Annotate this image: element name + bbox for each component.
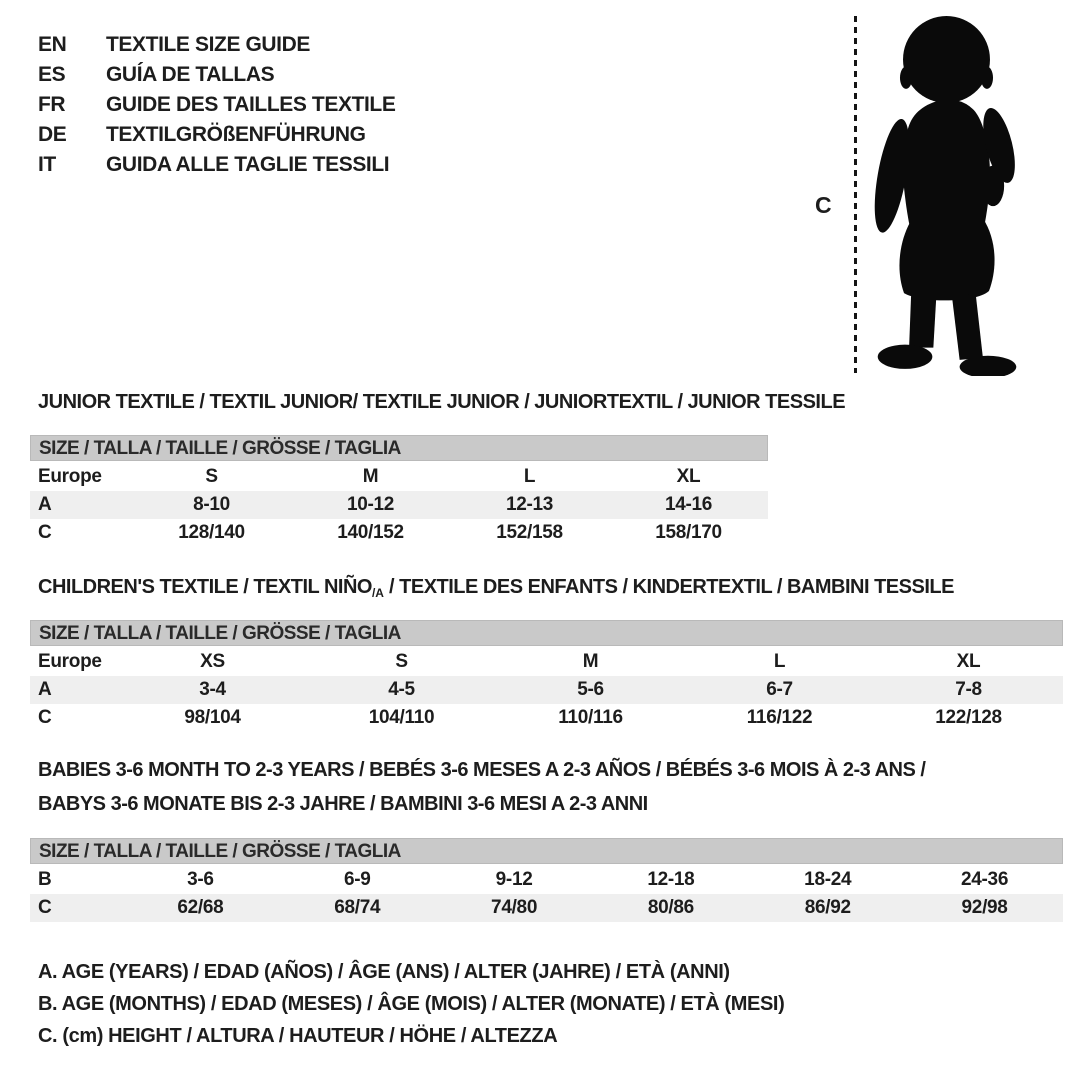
junior-size-table <box>30 435 768 547</box>
value-cell: 14-16 <box>664 494 713 515</box>
value-cell: XS <box>200 651 225 672</box>
section-title-line1: BABIES 3-6 MONTH TO 2-3 YEARS / BEBÉS 3-6 MESES A 2-3 AÑOS / BÉBÉS 3-6 MOIS À 2-3 ANS / <box>38 759 926 781</box>
language-row <box>38 120 395 150</box>
section-title-babies <box>38 753 925 821</box>
value-cell: 86/92 <box>804 897 851 918</box>
section-title-children <box>38 575 954 601</box>
table-body <box>30 866 1063 922</box>
section-title-subscript: /A <box>371 586 384 600</box>
baby-silhouette-icon <box>868 14 1026 376</box>
section-title-part1: CHILDREN'S TEXTILE / TEXTIL NIÑO <box>38 576 372 598</box>
value-cell: 9-12 <box>495 869 533 890</box>
row-label-cell: C <box>38 707 52 728</box>
table-row <box>30 648 1063 676</box>
table-body <box>30 648 1063 732</box>
value-cell: 116/122 <box>746 707 813 728</box>
value-cell: M <box>582 651 599 672</box>
value-cell: XL <box>676 466 701 487</box>
babies-size-table <box>30 838 1063 922</box>
legend <box>38 956 784 1052</box>
table-row <box>30 704 1063 732</box>
table-header-bar: SIZE / TALLA / TAILLE / GRÖSSE / TAGLIA <box>30 620 1063 646</box>
language-code: FR <box>38 93 66 116</box>
value-cell: 62/68 <box>177 897 224 918</box>
row-label-cell: B <box>38 869 52 890</box>
value-cell: XL <box>956 651 981 672</box>
language-row <box>38 90 395 120</box>
row-label-cell: Europe <box>38 466 102 487</box>
value-cell: 128/140 <box>178 522 245 543</box>
value-cell: 104/110 <box>368 707 435 728</box>
language-row <box>38 30 395 60</box>
value-cell: S <box>205 466 218 487</box>
value-cell: 92/98 <box>961 897 1008 918</box>
row-label-cell: C <box>38 522 52 543</box>
legend-line-c: C. (cm) HEIGHT / ALTURA / HAUTEUR / HÖHE / ALTEZZA <box>38 1025 558 1047</box>
language-label: GUIDA ALLE TAGLIE TESSILI <box>106 153 390 176</box>
value-cell: 7-8 <box>955 679 982 700</box>
value-cell: 152/158 <box>496 522 563 543</box>
section-title-part2: / TEXTILE DES ENFANTS / KINDERTEXTIL / BAMBINI TESSILE <box>383 576 954 598</box>
value-cell: L <box>773 651 786 672</box>
value-cell: M <box>362 466 379 487</box>
value-cell: 140/152 <box>337 522 404 543</box>
value-cell: 6-7 <box>766 679 793 700</box>
value-cell: 10-12 <box>346 494 395 515</box>
row-label-cell: Europe <box>38 651 102 672</box>
value-cell: 98/104 <box>184 707 241 728</box>
value-cell: L <box>523 466 536 487</box>
value-cell: 24-36 <box>961 869 1009 890</box>
children-size-table <box>30 620 1063 732</box>
value-cell: 5-6 <box>577 679 604 700</box>
row-label-cell: A <box>38 679 52 700</box>
language-row <box>38 60 395 90</box>
value-cell: 18-24 <box>804 869 852 890</box>
value-cell: 8-10 <box>193 494 230 515</box>
value-cell: 6-9 <box>343 869 371 890</box>
language-label: GUIDE DES TAILLES TEXTILE <box>106 93 396 116</box>
language-code: ES <box>38 63 66 86</box>
table-row <box>30 519 768 547</box>
value-cell: S <box>395 651 408 672</box>
language-code: IT <box>38 153 56 176</box>
table-row <box>30 463 768 491</box>
language-label: TEXTILE SIZE GUIDE <box>106 33 310 56</box>
legend-line-b: B. AGE (MONTHS) / EDAD (MESES) / ÂGE (MOIS) / ALTER (MONATE) / ETÀ (MESI) <box>38 993 785 1015</box>
language-row <box>38 150 395 180</box>
table-row <box>30 676 1063 704</box>
table-header-bar: SIZE / TALLA / TAILLE / GRÖSSE / TAGLIA <box>30 838 1063 864</box>
value-cell: 12-18 <box>647 869 695 890</box>
value-cell: 74/80 <box>491 897 538 918</box>
language-label: GUÍA DE TALLAS <box>106 63 275 86</box>
value-cell: 110/116 <box>558 707 623 728</box>
value-cell: 4-5 <box>388 679 415 700</box>
value-cell: 3-4 <box>199 679 226 700</box>
value-cell: 158/170 <box>655 522 722 543</box>
row-label-cell: C <box>38 897 52 918</box>
height-dotted-line <box>854 16 857 373</box>
section-title-line2: BABYS 3-6 MONATE BIS 2-3 JAHRE / BAMBINI 3-6 MESI A 2-3 ANNI <box>38 793 648 815</box>
language-code: EN <box>38 33 67 56</box>
value-cell: 3-6 <box>187 869 214 890</box>
language-list <box>38 30 395 180</box>
value-cell: 80/86 <box>647 897 694 918</box>
section-title-junior: JUNIOR TEXTILE / TEXTIL JUNIOR/ TEXTILE JUNIOR / JUNIORTEXTIL / JUNIOR TESSILE <box>38 391 846 413</box>
table-row <box>30 894 1063 922</box>
row-label-cell: A <box>38 494 52 515</box>
value-cell: 68/74 <box>334 897 381 918</box>
value-cell: 122/128 <box>935 707 1002 728</box>
language-label: TEXTILGRÖßENFÜHRUNG <box>106 123 366 146</box>
legend-line-a: A. AGE (YEARS) / EDAD (AÑOS) / ÂGE (ANS) / ALTER (JAHRE) / ETÀ (ANNI) <box>38 961 730 983</box>
value-cell: 12-13 <box>505 494 554 515</box>
table-row <box>30 491 768 519</box>
table-header-bar: SIZE / TALLA / TAILLE / GRÖSSE / TAGLIA <box>30 435 768 461</box>
height-measure-label: C <box>815 192 832 218</box>
table-body <box>30 463 768 547</box>
table-row <box>30 866 1063 894</box>
language-code: DE <box>38 123 67 146</box>
